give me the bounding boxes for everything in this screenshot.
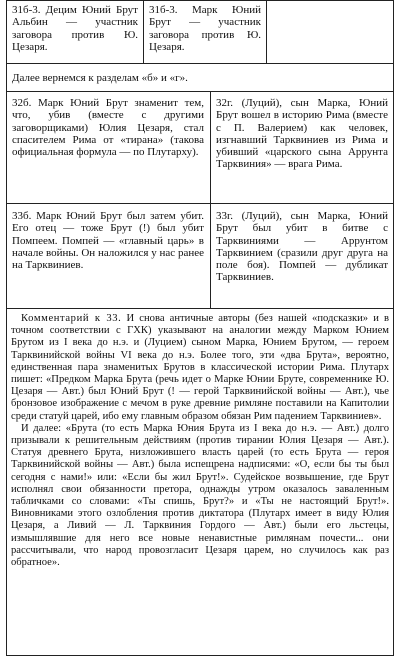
page	[6, 0, 394, 656]
rule-intro-bottom	[6, 91, 394, 92]
rule-row1-split-a	[143, 0, 144, 64]
rule-bottom	[6, 655, 394, 656]
cell-31b3-marcus: 31б-3. Марк Юний Брут — участник заговора против Ю. Цезаря.	[149, 4, 261, 53]
commentary-label: Комментарий к 33.	[21, 313, 122, 324]
cell-33b: 33б. Марк Юний Брут был затем убит. Его отец — тоже Брут (!) был убит Помпеем. Помпей — «главный царь» в начале войны. Он наложился у нас ранее на Тарквиниев.	[12, 210, 204, 272]
cell-31b3-decimus: 31б-3. Децим Юний Брут Альбин — участник заговора против Ю. Цезаря.	[12, 4, 138, 53]
rule-row3-bottom	[6, 308, 394, 309]
rule-row1-split-b	[266, 0, 267, 64]
cell-32b: 32б. Марк Юний Брут знаменит тем, что, убив (вместе с другими заговорщиками) Юлия Цезаря, стал спасителем Рима от «тирана» (такова официальная формула — по Плутарху).	[12, 97, 204, 159]
rule-right	[393, 0, 394, 656]
rule-left	[6, 0, 7, 656]
commentary	[11, 313, 389, 569]
commentary-text-1: И снова античные авторы (без нашей «подсказки» и в точном соответствии с ГХК) указывают на аналогии между Марком Юнием Брутом из I века до н.э. и (Луцием) сыном Марка, Юнием Брутом, — героем Тарквинийской войны VI века до н.э. Более того, эти «два Брута», вероятно, единственная пара знаменитых Брутов в классической истории Рима. Плутарх пишет: «Предком Марка Брута (речь идет о Марке Юнии Бруте, современнике Ю. Цезаря — Авт.) был Юний Брут (! — герой Тарквинийской войны — Авт.), чье бронзовое изображение с мечом в руке древние римляне поставили на Капитолии среди статуй царей, ибо ему главным образом обязан Рим падением Тарквиниев».	[11, 313, 389, 422]
rule-row2-bottom	[6, 203, 394, 204]
intro-line: Далее вернемся к разделам «б» и «г».	[12, 72, 188, 84]
rule-row1-bottom	[6, 63, 394, 64]
cell-33g: 33г. (Луций), сын Марка, Юний Брут был убит в битве с Тарквиниями — Аррунтом Тарквинием (сразили друг друга на поле боя). Помпей — дубликат Тарквиниев.	[216, 210, 388, 284]
rule-row23-split	[210, 91, 211, 309]
rule-top	[6, 0, 394, 1]
cell-32g: 32г. (Луций), сын Марка, Юний Брут вошел в историю Рима (вместе с П. Валерием) как человек, изгнавший Тарквиниев из Рима и убивший «царского сына Аррунта Тарквиния» — врага Рима.	[216, 97, 388, 171]
commentary-paragraph-1	[11, 313, 389, 423]
commentary-paragraph-2: И далее: «Брута (то есть Марка Юния Брута из I века до н.э. — Авт.) долго призывали к решительным действиям (против тирании Юлия Цезаря — Авт.). Статуя древнего Брута, низложившего власть царей (то есть Брута — героя Тарквинийской войны — Авт.) была испещрена надписями: «О, если бы ты был сегодня с нами!» или: «Если бы жил Брут!». Судейское возвышение, где Брут исполнял свои обязанности претора, однажды утром оказалось заваленным табличками со словами: «Ты спишь, Брут?» и «Ты не настоящий Брут!». Виновниками этого озлобления против диктатора (Плутарх имеет в виду Юлия Цезаря, а Ливий — Л. Тарквиния Гордого — Авт.) были его льстецы, измышлявшие для него все новые ненавистные римлянам почести... они рассчитывали, что народ провозгласит Цезаря царем, но случилось как раз обратное».	[11, 422, 389, 569]
